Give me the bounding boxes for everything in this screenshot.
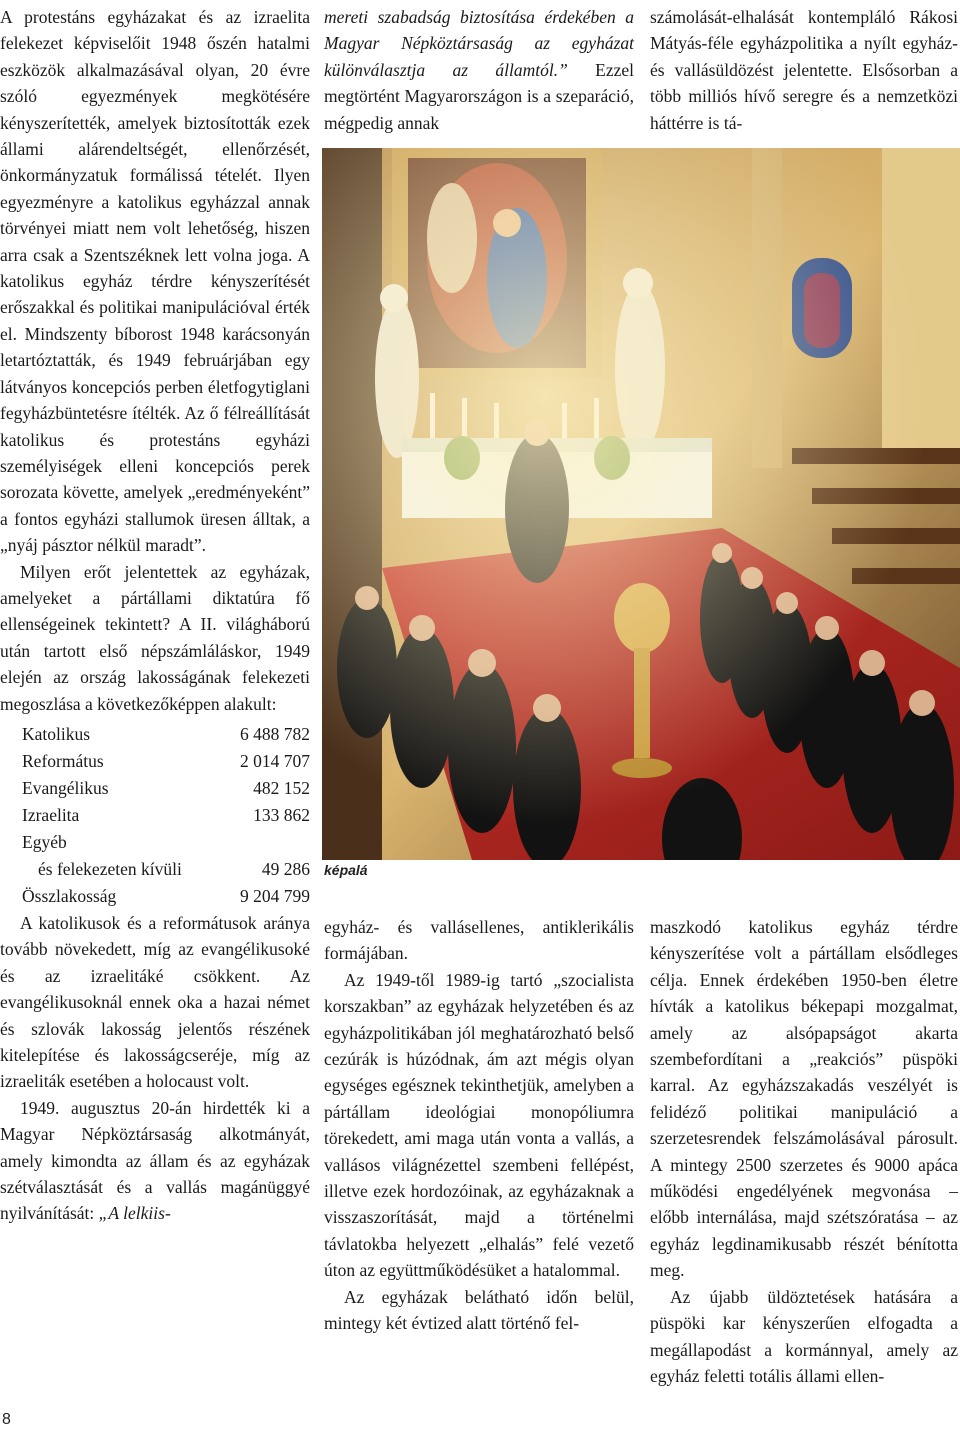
photo-caption: képalá bbox=[324, 862, 368, 878]
paragraph-census-intro: Milyen erőt jelentettek az egyházak, amelyeket a pártállami diktatúra fő ellenségeinek tekintett? A II. világháború után tartott első népszámláláskor, 1949 elején az ország lakosságának felekezeti megoszlása a következőképpen alakult: bbox=[0, 561, 310, 714]
census-label: Református bbox=[22, 750, 104, 771]
census-value: 6 488 782 bbox=[240, 723, 310, 744]
census-row bbox=[22, 721, 310, 748]
paragraph-ratio: A katolikusok és a reformátusok aránya tovább növekedett, míg az evangélikusoké és az izraelitáké csökkent. Az evangélikusoknál ennek oka a hazai német és szlovák lakosság jelentős részének kitelepítése és lakosságcseréje, míg az izraeliták esetében a holocaust volt. bbox=[0, 912, 310, 1092]
census-label: Katolikus bbox=[22, 723, 91, 744]
census-value: 9 204 799 bbox=[240, 885, 310, 906]
church-ceremony-image bbox=[322, 148, 960, 860]
paragraph-rakosi-policy: számolását-elhalását kontempláló Rákosi Mátyás-féle egyházpolitika a nyílt egyház- és vallásüldözést jelentette. Elsősorban a több milliós hívő seregre és a nemzetközi háttérre is tá- bbox=[650, 7, 958, 133]
paragraph-socialist-era: Az 1949-től 1989-ig tartó „szocialista korszakban” az egyházak helyzetében és az egyházpolitikában jól meghatározható belső cezúrák is húzódnak, ám azt mégis olyan egységes egésznek tekinthetjük, amelyben a pártállam ideológiai monopóliumra törekedett, ami maga után vonta a vallás, a vallásos világnézettel szembeni fellépést, illetve ezek hordozóinak, az egyházaknak a visszaszorítását, majd a történelmi távlatokba helyezett „elhalás” felé vezető úton az együttműködésüket a hatalommal. bbox=[324, 969, 634, 1281]
column-2-bottom bbox=[324, 914, 634, 1337]
census-value: 49 286 bbox=[261, 858, 310, 879]
census-label: és felekezeten kívüli bbox=[38, 858, 182, 879]
census-row bbox=[22, 829, 310, 856]
census-row bbox=[22, 856, 310, 883]
column-2-top bbox=[324, 4, 634, 136]
paragraph-constitution: 1949. augusztus 20-án hirdették ki a Magyar Népköztársaság alkotmányát, amely kimondta az állam és az egyházak szétválasztását és a vallás magánüggyé nyilvánítását: „A lelkiis- bbox=[0, 1097, 310, 1224]
paragraph-within-decades: Az egyházak belátható időn belül, mintegy két évtized alatt történő fel- bbox=[324, 1286, 634, 1334]
paragraph-agreements: A protestáns egyházakat és az izraelita felekezet képviselőit 1948 őszén hatalmi eszközök alkalmazásával olyan, 20 évre szóló egyezmények megkötésére kényszerítették, amelyek biztosították ezek állami alárendeltségét, ellenőrzését, önkormányzatuk formálissá tételét. Ilyen egyezményre a katolikus egyházzal annak törvényei miatt nem volt lehetőség, hiszen arra csak a Szentszéknek lett volna joga. A katolikus egyház térdre kényszerítését erőszakkal és politikai manipulációval érték el. Mindszenty bíborost 1948 karácsonyán letartóztatták, és 1949 februárjában egy látványos koncepciós perben életfogytiglani fegyházbüntetésre ítélték. Az ő félreállítását katolikus és protestáns egyházi személyiségek elleni koncepciós perek sorozata követte, amelyek „eredményeként” a fontos egyházi stallumok üresen álltak, a „nyáj pásztor nélkül maradt”. bbox=[0, 7, 310, 556]
census-table bbox=[22, 721, 310, 910]
page-number: 8 bbox=[2, 1411, 11, 1428]
census-value: 133 862 bbox=[253, 804, 310, 825]
census-label: Izraelita bbox=[22, 804, 80, 825]
paragraph-separation: mereti szabadság biztosítása érdekében a Magyar Népköztársaság az egyházat különválasztja az államtól.” Ezzel megtörtént Magyarországon is a szeparáció, mégpedig annak bbox=[324, 7, 634, 133]
census-row bbox=[22, 883, 310, 910]
paragraph-catholic-church: maszkodó katolikus egyház térdre kényszerítése volt a pártállam elsődleges célja. Ennek érdekében 1950-ben életre hívták a katolikus békepapi mozgalmat, amely az alsópapságot akarta szembefordítani a „reakciós” püspöki karral. Az egyházszakadás veszélyét is felidéző politikai manipuláció a szerzetesrendek felszámolásával párosult. A mintegy 2500 szerzetes és 9000 apáca működési engedélyének megvonása – előbb internálása, majd szétszóratása – az egyház legdinamikusabb részét bénította meg. bbox=[650, 917, 958, 1281]
column-3-top bbox=[650, 4, 958, 136]
church-ceremony-photo bbox=[322, 148, 960, 860]
column-1 bbox=[0, 4, 310, 1227]
census-row bbox=[22, 775, 310, 802]
census-label: Összlakosság bbox=[22, 885, 117, 906]
census-value bbox=[222, 829, 310, 856]
census-value: 482 152 bbox=[253, 777, 310, 798]
census-label: Evangélikus bbox=[22, 777, 109, 798]
paragraph-new-persecutions: Az újabb üldöztetések hatására a püspöki kar kényszerűen elfogadta a megállapodást a kormánnyal, amely az egyház feletti totális állami ellen- bbox=[650, 1286, 958, 1386]
column-3-bottom bbox=[650, 914, 958, 1389]
census-label: Egyéb bbox=[22, 831, 67, 852]
census-row bbox=[22, 802, 310, 829]
census-row bbox=[22, 748, 310, 775]
paragraph-antiklerikal: egyház- és vallásellenes, antiklerikális formájában. bbox=[324, 917, 634, 964]
census-value: 2 014 707 bbox=[240, 750, 310, 771]
